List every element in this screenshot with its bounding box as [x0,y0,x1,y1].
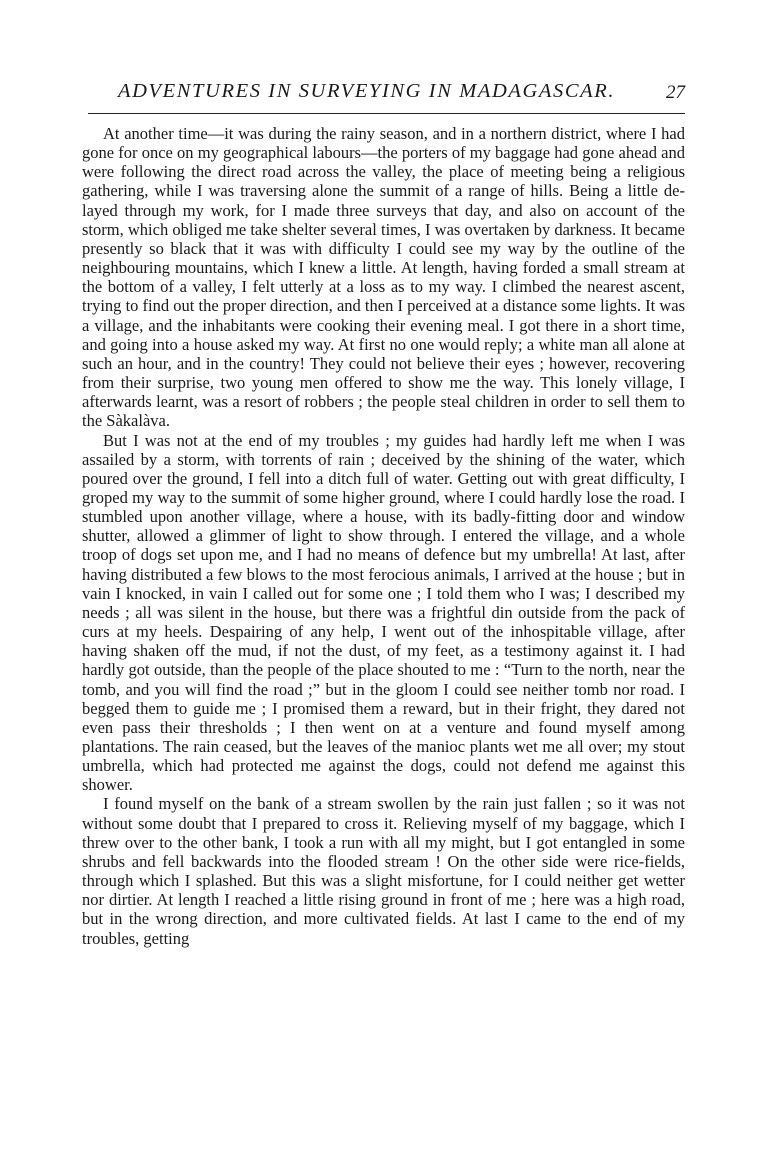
page-number: 27 [666,82,685,103]
running-title: ADVENTURES IN SURVEYING IN MADAGASCAR. [118,80,616,102]
paragraph: I found myself on the bank of a stream swollen by the rain just fallen ; so it was not without some doubt that I prepared to cross it. Relieving myself of my baggage, which I threw over to the other bank, I took a run with all my might, but I got entangled in some shrubs and fell backwards into the flooded stream ! On the other side were rice-fields, through which I splashed. But this was a slight misfortune, for I could neither get wetter nor dirtier. At length I reached a little rising ground in front of me ; here was a high road, but in the wrong direction, and more cultivated fields. At last I came to the end of my troubles, getting [82,794,685,948]
paragraph: But I was not at the end of my troubles ; my guides had hardly left me when I was assailed by a storm, with torrents of rain ; deceived by the shining of the water, which poured over the ground, I fell into a ditch full of water. Getting out with great difficulty, I groped my way to the summit of some higher ground, where I could hardly lose the road. I stumbled upon another village, where a house, with its badly-fitting door and window shutter, allowed a glimmer of light to show through. I entered the village, and a whole troop of dogs set upon me, and I had no means of defence but my umbrella! At last, after having distributed a few blows to the most ferocious animals, I arrived at the house ; but in vain I knocked, in vain I called out for some one ; I told them who I was; I described my needs ; all was silent in the house, but there was a frightful din outside from the pack of curs at my heels. Despairing of any help, I went out of the inhospitable village, after having shaken off the mud, if not the dust, of my feet, as a testimony against it. I had hardly got outside, than the people of the place shouted to me : “Turn to the north, near the tomb, and you will find the road ;” but in the gloom I could see neither tomb nor road. I begged them to guide me ; I promised them a reward, but in their fright, they dared not even pass their thresholds ; I then went on at a venture and found myself among plantations. The rain ceased, but the leaves of the manioc plants wet me all over; my stout umbrella, which had protected me against the dogs, could not defend me against this shower. [82,430,685,795]
body-text [82,124,685,948]
running-head [112,80,685,112]
paragraph: At another time—it was during the rainy season, and in a northern district, where I had gone for once on my geographical labours—the porters of my baggage had gone ahead and were following the direct road across the valley, the place of meeting being a religious gathering, while I was traversing alone the summit of a range of hills. Being a little delayed through my work, for I made three surveys that day, and also on account of the storm, which obliged me take shelter several times, I was overtaken by darkness. It became presently so black that it was with difficulty I could see my way by the outline of the neighbouring mountains, which I knew a little. At length, having forded a small stream at the bottom of a valley, I felt utterly at a loss as to my way. I climbed the nearest ascent, trying to find out the proper direction, and then I perceived at a distance some lights. It was a village, and the inhabitants were cooking their evening meal. I got there in a short time, and going into a house asked my way. At first no one would reply; a white man all alone at such an hour, and in the country! They could not believe their eyes ; however, recovering from their surprise, two young men offered to show me the way. This lonely village, I afterwards learnt, was a resort of robbers ; the people steal children in order to sell them to the Sàkalàva. [82,124,685,431]
header-rule [88,113,685,114]
